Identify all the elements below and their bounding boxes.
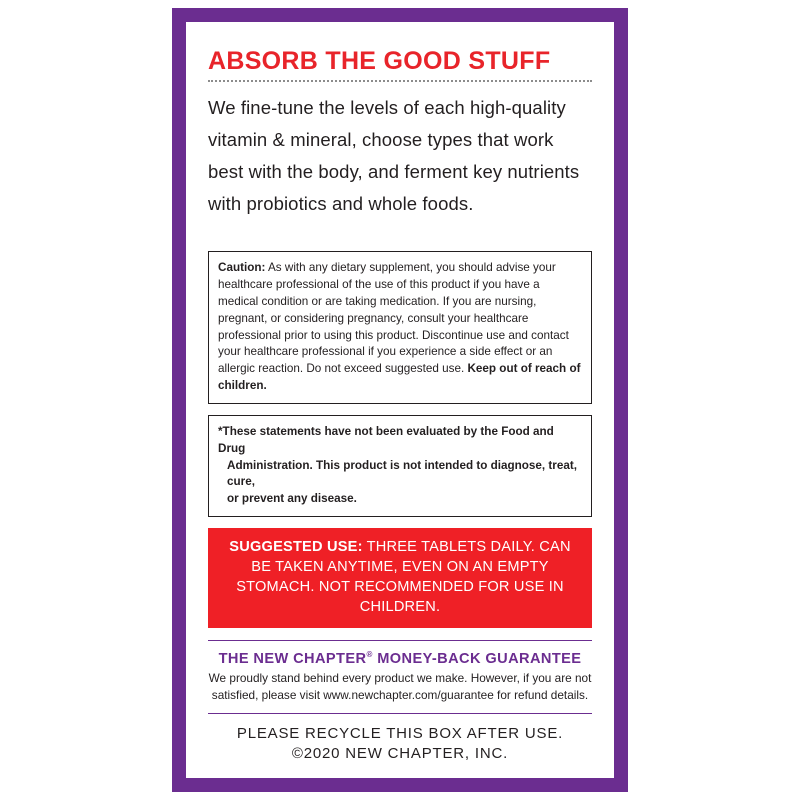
suggested-use-text: THREE TABLETS DAILY. CAN BE TAKEN ANYTIME, EVEN ON AN EMPTY STOMACH. NOT RECOMMENDED FOR USE IN CHILDREN.	[236, 539, 571, 616]
caution-box	[208, 251, 592, 404]
footer-block	[208, 714, 592, 769]
suggested-use-box	[208, 528, 592, 628]
intro-paragraph: We fine-tune the levels of each high-quality vitamin & mineral, choose types that work best with the body, and ferment key nutrients with probiotics and whole foods.	[208, 97, 580, 214]
fda-disclaimer-line-2: Administration. This product is not intended to diagnose, treat, cure,	[227, 458, 577, 489]
guarantee-brand: THE NEW CHAPTER	[218, 650, 367, 667]
purple-border-frame	[172, 8, 628, 792]
dotted-divider	[208, 80, 592, 82]
caution-keep-out: Keep out of reach of children.	[218, 362, 581, 393]
page-title: ABSORB THE GOOD STUFF	[208, 47, 551, 75]
fda-disclaimer-line-3: or prevent any disease.	[227, 492, 357, 506]
caution-label: Caution:	[218, 261, 266, 275]
guarantee-copy-line-1: We proudly stand behind every product we make. However, if you are not	[208, 671, 592, 686]
suggested-use-label: SUGGESTED USE:	[229, 539, 363, 556]
guarantee-title	[208, 650, 592, 667]
caution-text	[218, 260, 582, 395]
panel-content	[186, 22, 614, 778]
recycle-notice: PLEASE RECYCLE THIS BOX AFTER USE.	[236, 724, 564, 742]
guarantee-copy-line-2: satisfied, please visit www.newchapter.com/guarantee for refund details.	[211, 687, 589, 702]
registered-mark-icon: ®	[366, 649, 373, 659]
copyright-notice: ©2020 NEW CHAPTER, INC.	[291, 744, 509, 762]
fda-disclaimer-box	[208, 415, 592, 517]
blank-space	[208, 220, 592, 252]
guarantee-block	[208, 641, 592, 713]
fda-disclaimer-line-1: *These statements have not been evaluated by the Food and Drug	[218, 424, 554, 455]
guarantee-title-tail: MONEY-BACK GUARANTEE	[372, 650, 582, 667]
caution-body: As with any dietary supplement, you should advise your healthcare professional of the use of this product if you have a medical condition or are taking medication. If you are nursing, pregnant, or considering pregnancy, consult your healthcare professional prior to using this product. Discontinue use and contact your healthcare professional if you experience a side effect or an allergic reaction. Do not exceed suggested use.	[218, 261, 569, 376]
